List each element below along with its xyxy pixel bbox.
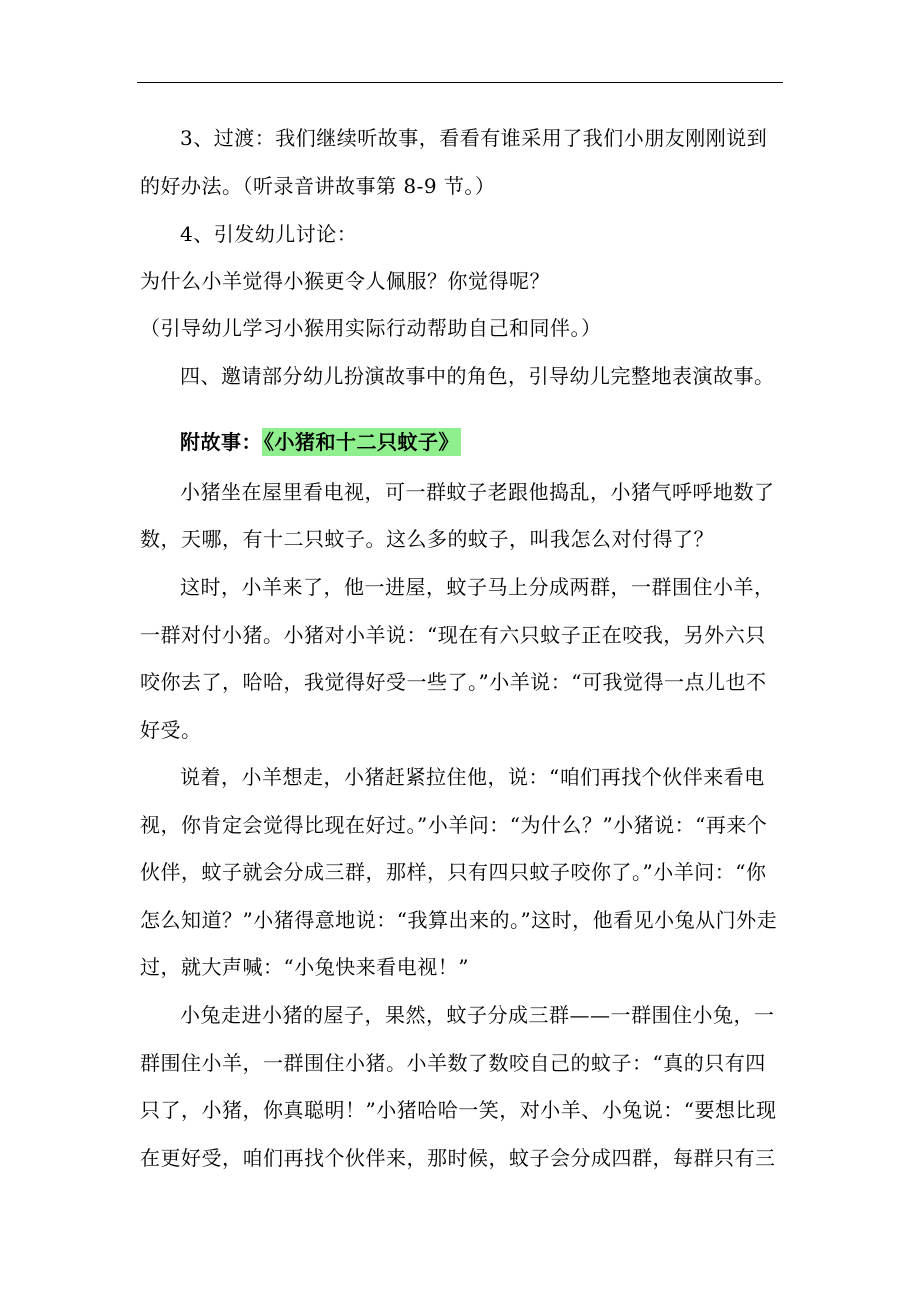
story-line: 小猪坐在屋里看电视，可一群蚊子老跟他捣乱，小猪气呼呼地数了	[180, 480, 775, 504]
story-line: 数，天哪，有十二只蚊子。这么多的蚊子，叫我怎么对付得了？	[140, 527, 714, 551]
story-title: 《小猪和十二只蚊子》	[264, 430, 459, 454]
story-line: 小兔走进小猪的屋子，果然，蚊子分成三群——一群围住小兔，一	[180, 1003, 775, 1027]
story-line: 群围住小羊，一群围住小猪。小羊数了数咬自己的蚊子：“真的只有四	[140, 1051, 766, 1075]
story-heading	[180, 428, 461, 456]
story-line: 说着，小羊想走，小猪赶紧拉住他，说：“咱们再找个伙伴来看电	[180, 765, 765, 789]
paragraph-line: 4、引发幼儿讨论：	[180, 222, 358, 246]
story-line: 在更好受，咱们再找个伙伴来，那时候，蚊子会分成四群，每群只有三	[140, 1146, 776, 1170]
story-line: 怎么知道？”小猪得意地说：“我算出来的。”这时，他看见小兔从门外走	[140, 908, 778, 932]
story-line: 过，就大声喊：“小兔快来看电视！”	[140, 955, 469, 979]
header-rule	[137, 82, 783, 83]
paragraph-line: 四、邀请部分幼儿扮演故事中的角色，引导幼儿完整地表演故事。	[180, 364, 775, 388]
story-line: 伙伴，蚊子就会分成三群，那样，只有四只蚊子咬你了。”小羊问：“你	[140, 860, 767, 884]
story-line: 一群对付小猪。小猪对小羊说：“现在有六只蚊子正在咬我，另外六只	[140, 623, 766, 647]
story-line: 视，你肯定会觉得比现在好过。”小羊问：“为什么？”小猪说：“再来个	[140, 813, 768, 837]
paragraph-line: （引导幼儿学习小猴用实际行动帮助自己和同伴。）	[140, 316, 602, 340]
paragraph-line: 为什么小羊觉得小猴更令人佩服？你觉得呢？	[140, 269, 550, 293]
story-line: 这时，小羊来了，他一进屋，蚊子马上分成两群，一群围住小羊，	[180, 575, 775, 599]
story-line: 咬你去了，哈哈，我觉得好受一些了。”小羊说：“可我觉得一点儿也不	[140, 670, 767, 694]
story-label: 附故事：	[180, 430, 262, 454]
story-line: 只了，小猪，你真聪明！”小猪哈哈一笑，对小羊、小兔说：“要想比现	[140, 1098, 777, 1122]
paragraph-line: 的好办法。（听录音讲故事第 8-9 节。）	[140, 174, 496, 198]
story-line: 好受。	[140, 718, 202, 742]
paragraph-line: 3、过渡：我们继续听故事，看看有谁采用了我们小朋友刚刚说到	[180, 126, 768, 150]
